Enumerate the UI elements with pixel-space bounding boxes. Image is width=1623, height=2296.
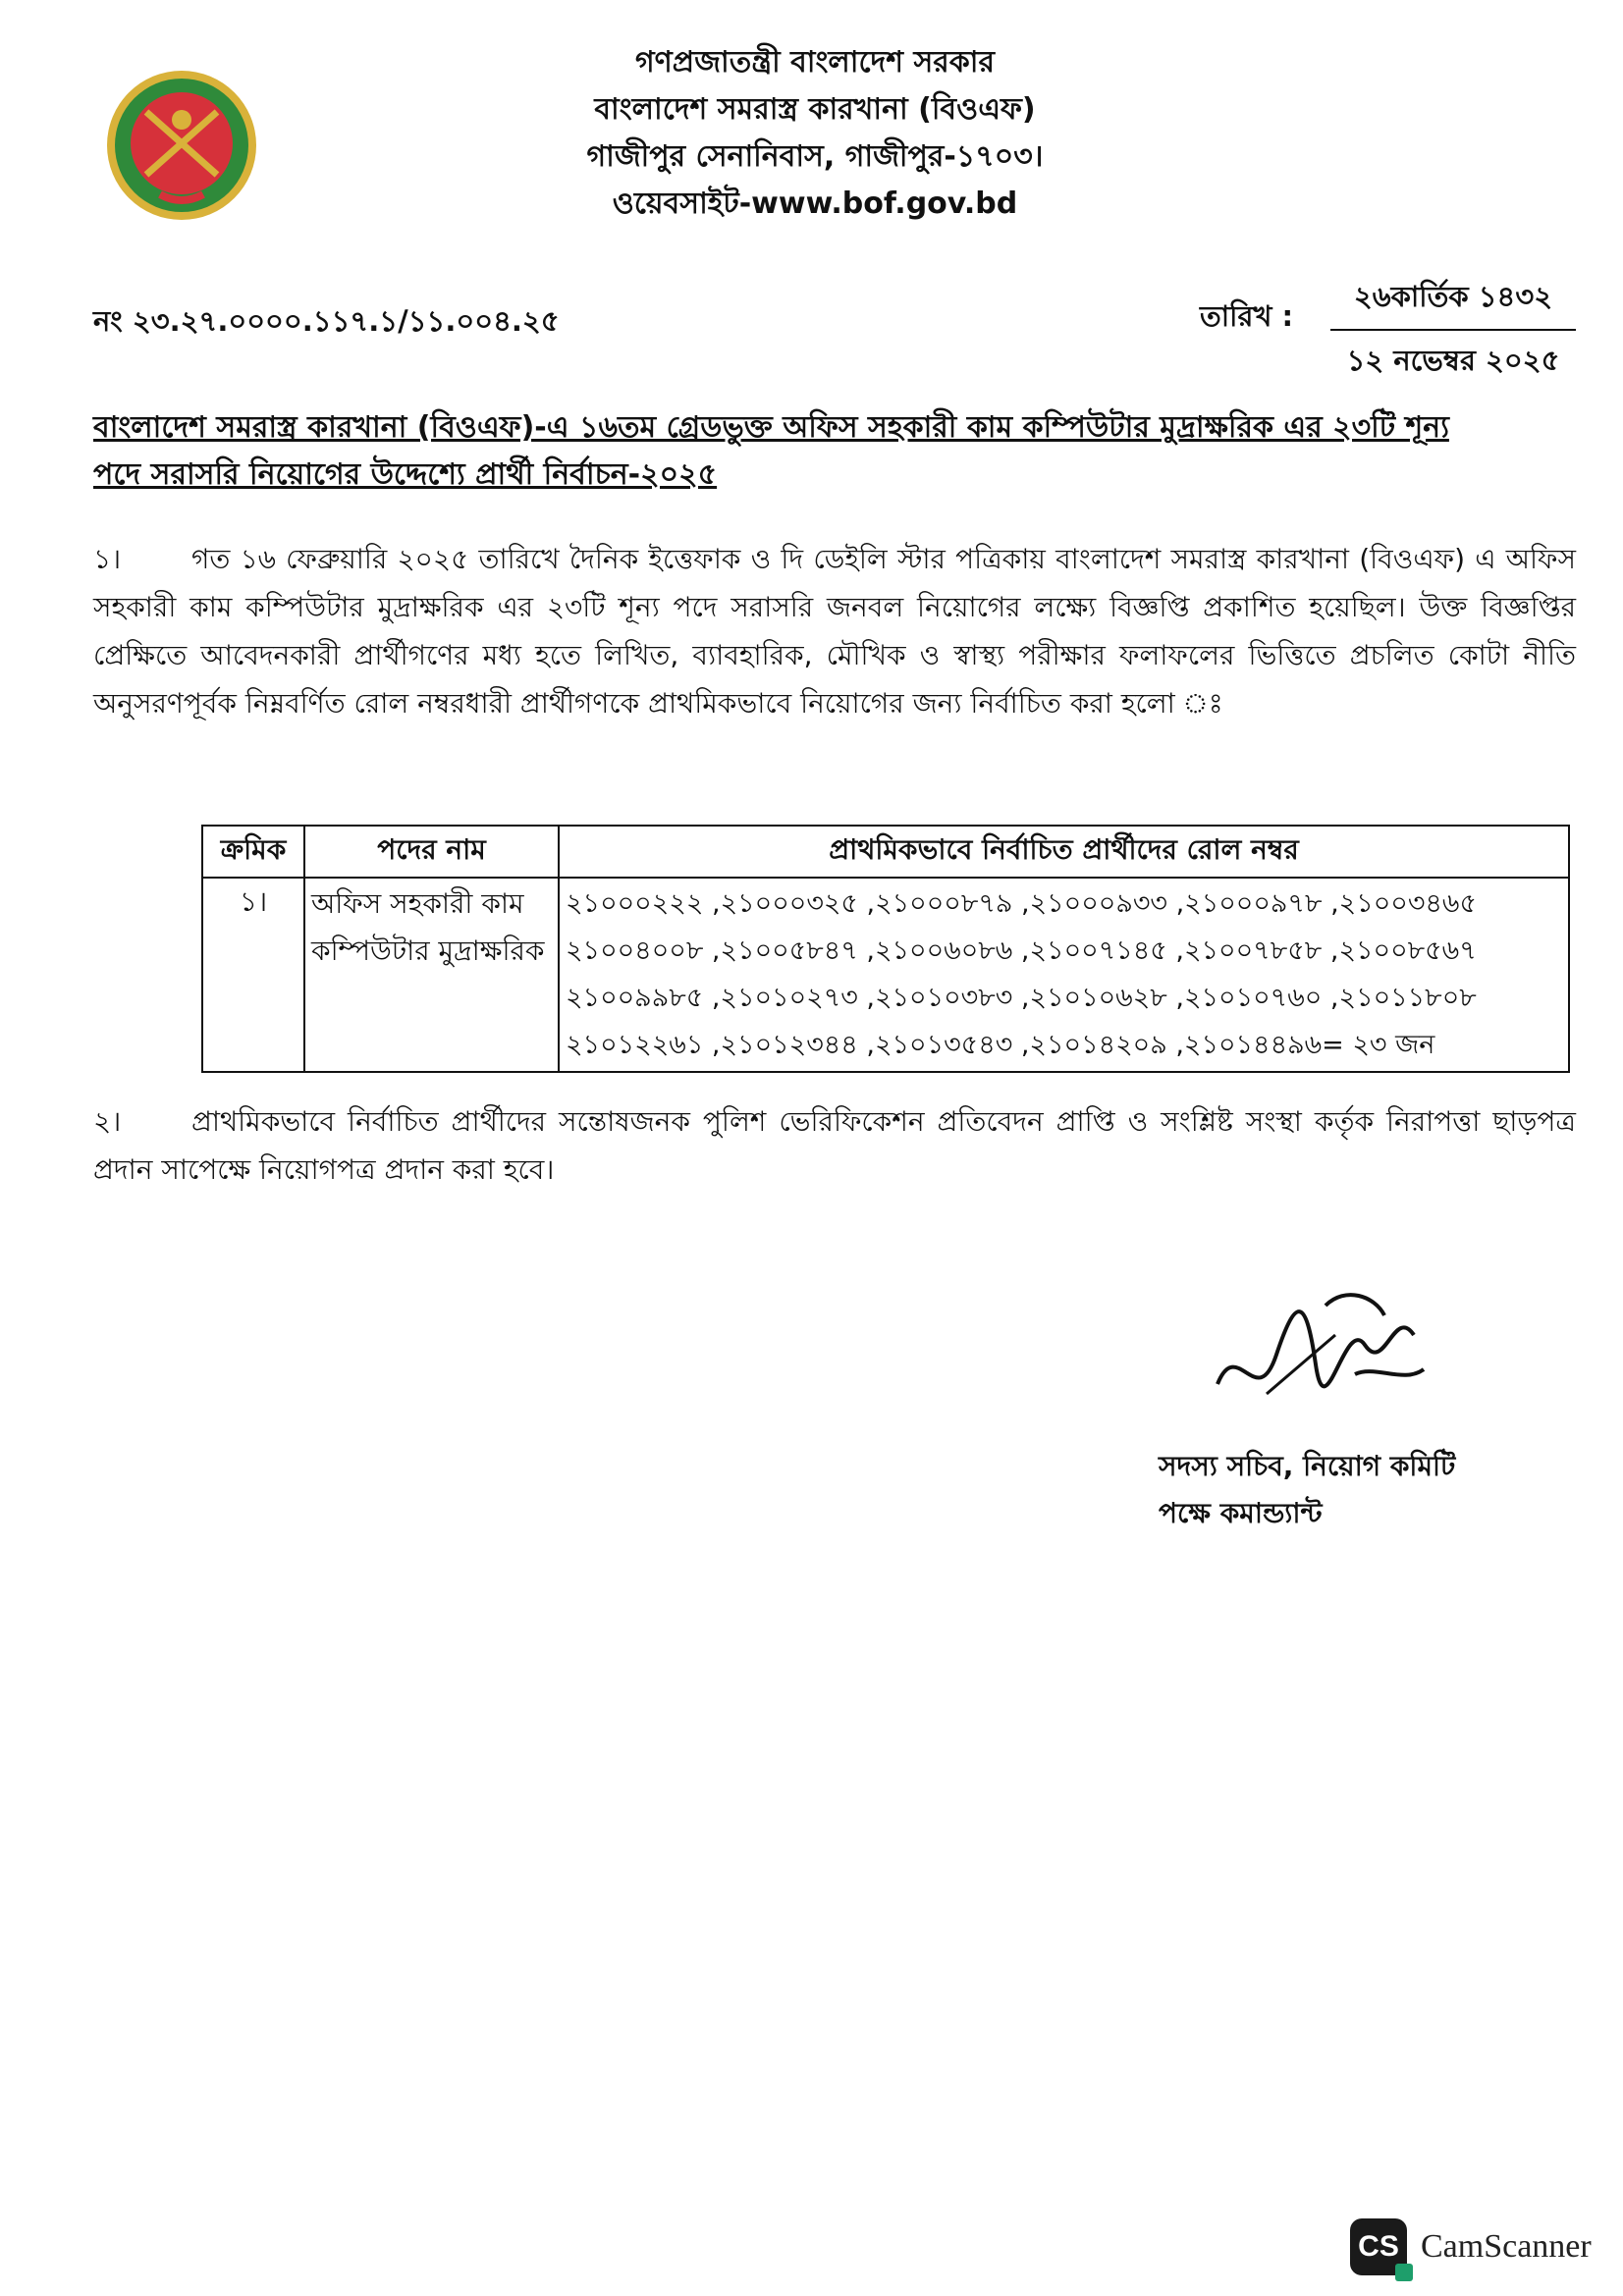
camscanner-watermark [1350, 2218, 1592, 2275]
date-bangla: ২৬কার্তিক ১৪৩২ [1330, 275, 1576, 331]
paragraph-2-text: প্রাথমিকভাবে নির্বাচিত প্রার্থীদের সন্তোষজনক পুলিশ ভেরিফিকেশন প্রতিবেদন প্রাপ্তি ও সংশ্লিষ্ট সংস্থা কর্তৃক নিরাপত্তা ছাড়পত্র প্রদান সাপেক্ষে নিয়োগপত্র প্রদান করা হবে। [93, 1105, 1576, 1186]
camscanner-logo-icon: CS [1350, 2218, 1407, 2275]
subject-line-2: পদে সরাসরি নিয়োগের উদ্দেশ্যে প্রার্থী নির্বাচন-২০২৫ [93, 457, 718, 492]
header-serial: ক্রমিক [202, 826, 304, 878]
subject [93, 404, 1576, 499]
office-address: গাজীপুর সেনানিবাস, গাজীপুর-১৭০৩। [586, 139, 1044, 174]
cell-roll-numbers [559, 878, 1569, 1072]
selected-candidates-table [201, 825, 1570, 1073]
roll-line: ২১০১২২৬১ ,২১০১২৩৪৪ ,২১০১৩৫৪৩ ,২১০১৪২০৯ ,২১০১৪৪৯৬= ২৩ জন [566, 1030, 1435, 1060]
bof-emblem-logo [103, 67, 260, 224]
table-header-row [202, 826, 1569, 878]
paragraph-1 [93, 535, 1576, 727]
website: ওয়েবসাইট-www.bof.gov.bd [612, 187, 1018, 221]
table-row [202, 878, 1569, 1072]
paragraph-1-text: গত ১৬ ফেব্রুয়ারি ২০২৫ তারিখে দৈনিক ইত্তেফাক ও দি ডেইলি স্টার পত্রিকায় বাংলাদেশ সমরাস্ত্র কারখানা (বিওএফ) এ অফিস সহকারী কাম কম্পিউটার মুদ্রাক্ষরিক এর ২৩টি শূন্য পদে সরাসরি জনবল নিয়োগের লক্ষ্যে বিজ্ঞপ্তি প্রকাশিত হয়েছিল। উক্ত বিজ্ঞপ্তির প্রেক্ষিতে আবেদনকারী প্রার্থীগণের মধ্য হতে লিখিত, ব্যাবহারিক, মৌখিক ও স্বাস্থ্য পরীক্ষার ফলাফলের ভিত্তিতে প্রচলিত কোটা নীতি অনুসরণপূর্বক নিম্নবর্ণিত রোল নম্বরধারী প্রার্থীগণকে প্রাথমিকভাবে নিয়োগের জন্য নির্বাচিত করা হলো ঃ [93, 543, 1576, 720]
camscanner-text: CamScanner [1421, 2228, 1592, 2265]
header-roll-numbers: প্রাথমিকভাবে নির্বাচিত প্রার্থীদের রোল নম্বর [559, 826, 1569, 878]
paragraph-2 [93, 1097, 1576, 1194]
roll-line: ২১০০৯৯৮৫ ,২১০১০২৭৩ ,২১০১০৩৮৩ ,২১০১০৬২৮ ,২১০১০৭৬০ ,২১০১১৮০৮ [566, 983, 1477, 1013]
roll-line: ২১০০০২২২ ,২১০০০৩২৫ ,২১০০০৮৭৯ ,২১০০০৯৩৩ ,২১০০০৯৭৮ ,২১০০৩৪৬৫ [566, 888, 1477, 919]
handwritten-signature [1208, 1276, 1443, 1423]
header-post: পদের নাম [304, 826, 559, 878]
signatory-block [1159, 1443, 1455, 1537]
paragraph-2-number: ২। [93, 1105, 122, 1138]
paragraph-1-number: ১। [93, 543, 122, 575]
memo-number: নং ২৩.২৭.০০০০.১১৭.১/১১.০০৪.২৫ [93, 304, 560, 338]
roll-line: ২১০০৪০০৮ ,২১০০৫৮৪৭ ,২১০০৬০৮৬ ,২১০০৭১৪৫ ,২১০০৭৮৫৮ ,২১০০৮৫৬৭ [566, 935, 1477, 966]
govt-title: গণপ্রজাতন্ত্রী বাংলাদেশ সরকার [635, 45, 995, 80]
date-label: তারিখ : [1200, 299, 1294, 333]
subject-line-1: বাংলাদেশ সমরাস্ত্র কারখানা (বিওএফ)-এ ১৬তম গ্রেডভুক্ত অফিস সহকারী কাম কম্পিউটার মুদ্রাক্ষরিক এর ২৩টি শূন্য [93, 410, 1449, 445]
cell-serial: ১। [202, 878, 304, 1072]
cell-post: অফিস সহকারী কাম কম্পিউটার মুদ্রাক্ষরিক [304, 878, 559, 1072]
letterhead [491, 39, 1139, 228]
office-name: বাংলাদেশ সমরাস্ত্র কারখানা (বিওএফ) [594, 92, 1036, 127]
signatory-on-behalf: পক্ষে কমান্ড্যান্ট [1159, 1497, 1323, 1529]
date-english: ১২ নভেম্বর ২০২৫ [1346, 344, 1560, 377]
signatory-title: সদস্য সচিব, নিয়োগ কমিটি [1159, 1450, 1456, 1482]
date-block [1330, 275, 1576, 387]
